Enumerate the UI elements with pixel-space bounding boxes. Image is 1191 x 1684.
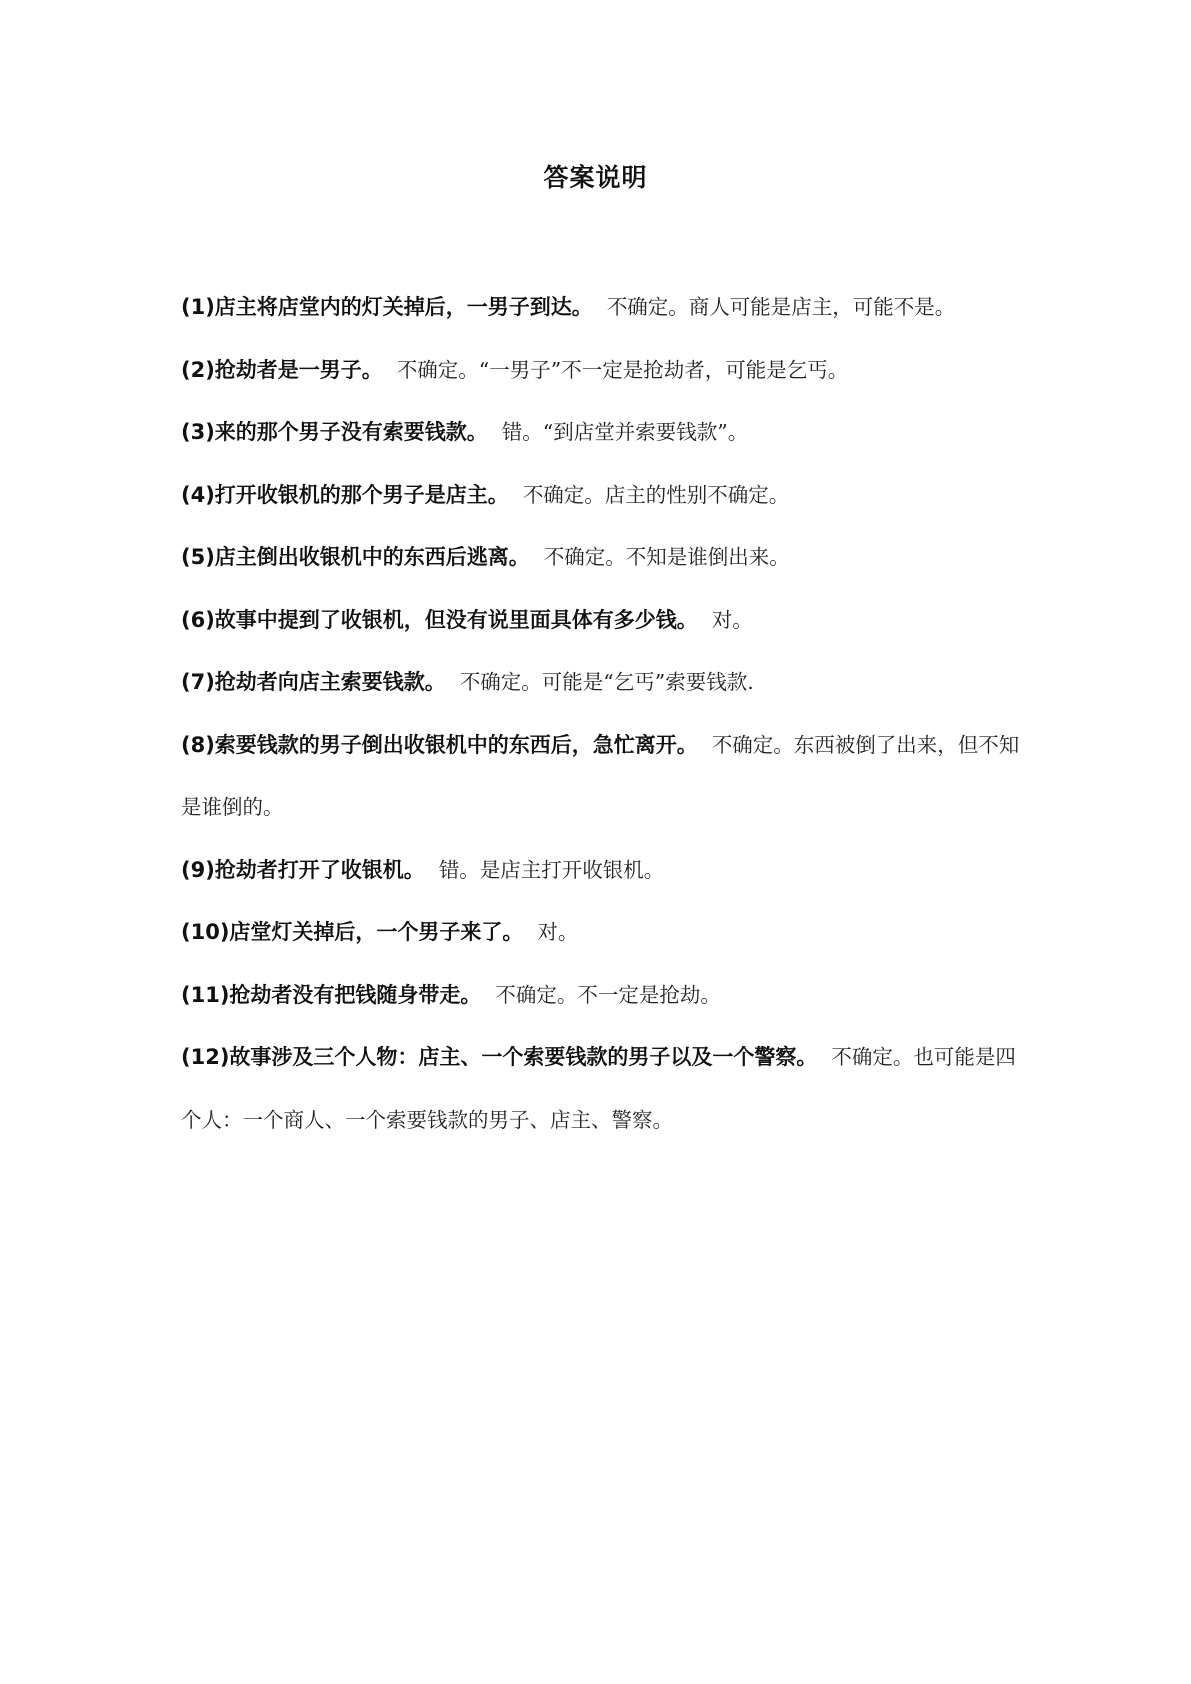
- answer-item-8: [181, 714, 1021, 839]
- statement-9: (9)抢劫者打开了收银机。: [181, 857, 425, 882]
- statement-11: (11)抢劫者没有把钱随身带走。: [181, 982, 482, 1007]
- statement-10: (10)店堂灯关掉后，一个男子来了。: [181, 920, 524, 944]
- statement-3: (3)来的那个男子没有索要钱款。: [181, 420, 488, 444]
- verdict-3: 错。“到店堂并索要钱款”。: [501, 420, 749, 444]
- statement-7: (7)抢劫者向店主索要钱款。: [181, 670, 446, 694]
- answer-item-6: [181, 589, 1021, 652]
- verdict-8: 不确定。东西被倒了出来，但不知是谁倒的。: [181, 732, 1020, 819]
- answer-item-10: [181, 901, 1021, 964]
- answer-item-2: [181, 339, 1021, 402]
- answer-item-3: [181, 401, 1021, 464]
- verdict-5: 不确定。不知是谁倒出来。: [543, 545, 790, 569]
- answer-item-4: [181, 464, 1021, 527]
- statement-4: (4)打开收银机的那个男子是店主。: [181, 482, 509, 507]
- verdict-1: 不确定。商人可能是店主，可能不是。: [606, 295, 956, 319]
- verdict-11: 不确定。不一定是抢劫。: [495, 982, 721, 1007]
- answer-list: [181, 276, 1021, 1151]
- page-title: 答案说明: [543, 163, 648, 192]
- verdict-2: 不确定。“一男子”不一定是抢劫者，可能是乞丐。: [396, 357, 849, 382]
- statement-6: (6)故事中提到了收银机，但没有说里面具体有多少钱。: [181, 607, 698, 632]
- statement-12: (12)故事涉及三个人物：店主、一个索要钱款的男子以及一个警察。: [181, 1045, 818, 1069]
- answer-item-12: [181, 1026, 1021, 1151]
- answer-item-9: [181, 839, 1021, 902]
- statement-2: (2)抢劫者是一男子。: [181, 357, 383, 382]
- statement-5: (5)店主倒出收银机中的东西后逃离。: [181, 545, 530, 569]
- answer-item-5: [181, 526, 1021, 589]
- answer-item-1: [181, 276, 1021, 339]
- verdict-6: 对。: [711, 607, 753, 632]
- verdict-9: 错。是店主打开收银机。: [438, 857, 665, 882]
- statement-8: (8)索要钱款的男子倒出收银机中的东西后，急忙离开。: [181, 732, 698, 757]
- verdict-10: 对。: [537, 920, 579, 944]
- statement-1: (1)店主将店堂内的灯关掉后，一男子到达。: [181, 295, 593, 319]
- verdict-12: 不确定。也可能是四个人：一个商人、一个索要钱款的男子、店主、警察。: [181, 1045, 1016, 1132]
- answer-item-11: [181, 964, 1021, 1027]
- verdict-4: 不确定。店主的性别不确定。: [522, 482, 790, 507]
- answer-item-7: [181, 651, 1021, 714]
- verdict-7: 不确定。可能是“乞丐”索要钱款.: [459, 670, 754, 694]
